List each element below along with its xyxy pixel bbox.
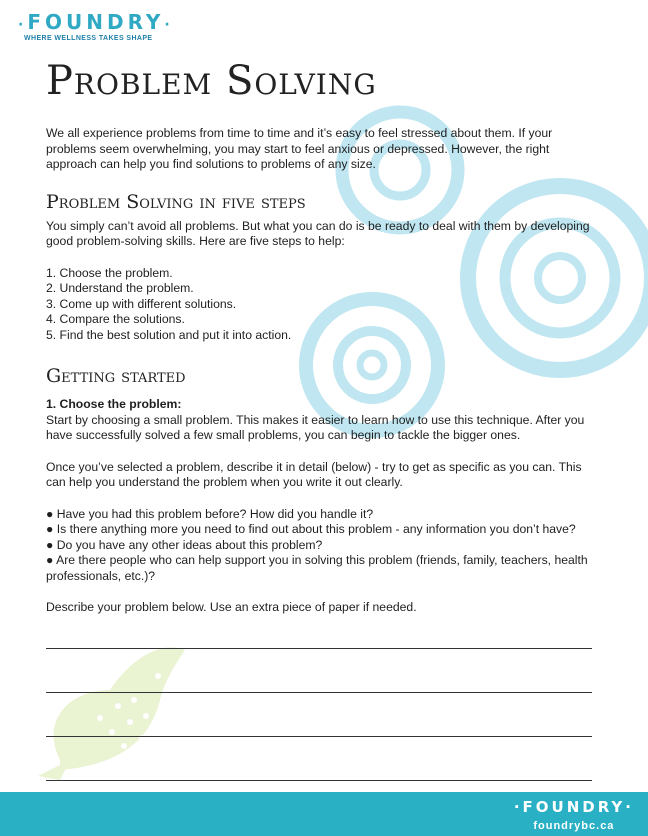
list-item: ● Are there people who can help support you in solving this problem (friends, family, teachers, health professionals, etc.)? [46, 553, 588, 583]
writing-line[interactable] [46, 692, 592, 693]
footer-bar [0, 792, 648, 836]
document-body [46, 126, 602, 616]
foundry-logo [18, 10, 174, 42]
question-list [46, 507, 602, 585]
writing-line[interactable] [46, 780, 592, 781]
list-item: ● Is there anything more you need to find out about this problem - any information you don’t have? [46, 522, 576, 536]
five-steps-paragraph: You simply can’t avoid all problems. But what you can do is be ready to deal with them by developing good problem-solving skills. Here are five steps to help: [46, 218, 590, 248]
footer-wordmark: ·FOUNDRY· [513, 798, 634, 816]
footer-logo [514, 798, 634, 832]
section-heading-five-steps: Problem Solving in five steps [46, 190, 306, 213]
subheading-choose-problem: 1. Choose the problem: [46, 397, 182, 411]
list-item: 2. Understand the problem. [46, 281, 194, 295]
page-title: Problem Solving [46, 58, 377, 104]
writing-line[interactable] [46, 648, 592, 649]
footer-logo-name: FOUNDRY [522, 798, 626, 816]
list-item: ● Have you had this problem before? How did you handle it? [46, 506, 374, 521]
list-item: ● Do you have any other ideas about this problem? [46, 537, 323, 552]
section-heading-getting-started: Getting started [46, 365, 186, 387]
list-item: 4. Compare the solutions. [46, 312, 185, 326]
logo-name: FOUNDRY [27, 10, 165, 34]
writing-prompt: Describe your problem below. Use an extra piece of paper if needed. [46, 600, 417, 614]
writing-line[interactable] [46, 736, 592, 737]
list-item: 5. Find the best solution and put it into action. [46, 327, 292, 342]
list-item: 1. Choose the problem. [46, 265, 173, 280]
logo-tagline: WHERE WELLNESS TAKES SHAPE [24, 35, 153, 42]
describe-problem-paragraph: Once you’ve selected a problem, describe it in detail (below) - try to get as specific as you can. This can help you understand the problem when you write it out clearly. [46, 459, 582, 489]
footer-url[interactable]: foundrybc.ca [533, 820, 615, 832]
steps-list [46, 266, 602, 344]
list-item: 3. Come up with different solutions. [46, 296, 237, 311]
intro-paragraph: We all experience problems from time to time and it’s easy to feel stressed about them. If your problems seem overwhelming, you may start to feel anxious or depressed. However, the right approach can help you find solutions to problems of any size. [46, 126, 553, 171]
logo-wordmark: ·FOUNDRY· [18, 10, 174, 34]
choose-problem-paragraph: Start by choosing a small problem. This makes it easier to learn how to use this technique. After you have successfully solved a few small problems, you can begin to tackle the bigger ones. [46, 412, 585, 442]
